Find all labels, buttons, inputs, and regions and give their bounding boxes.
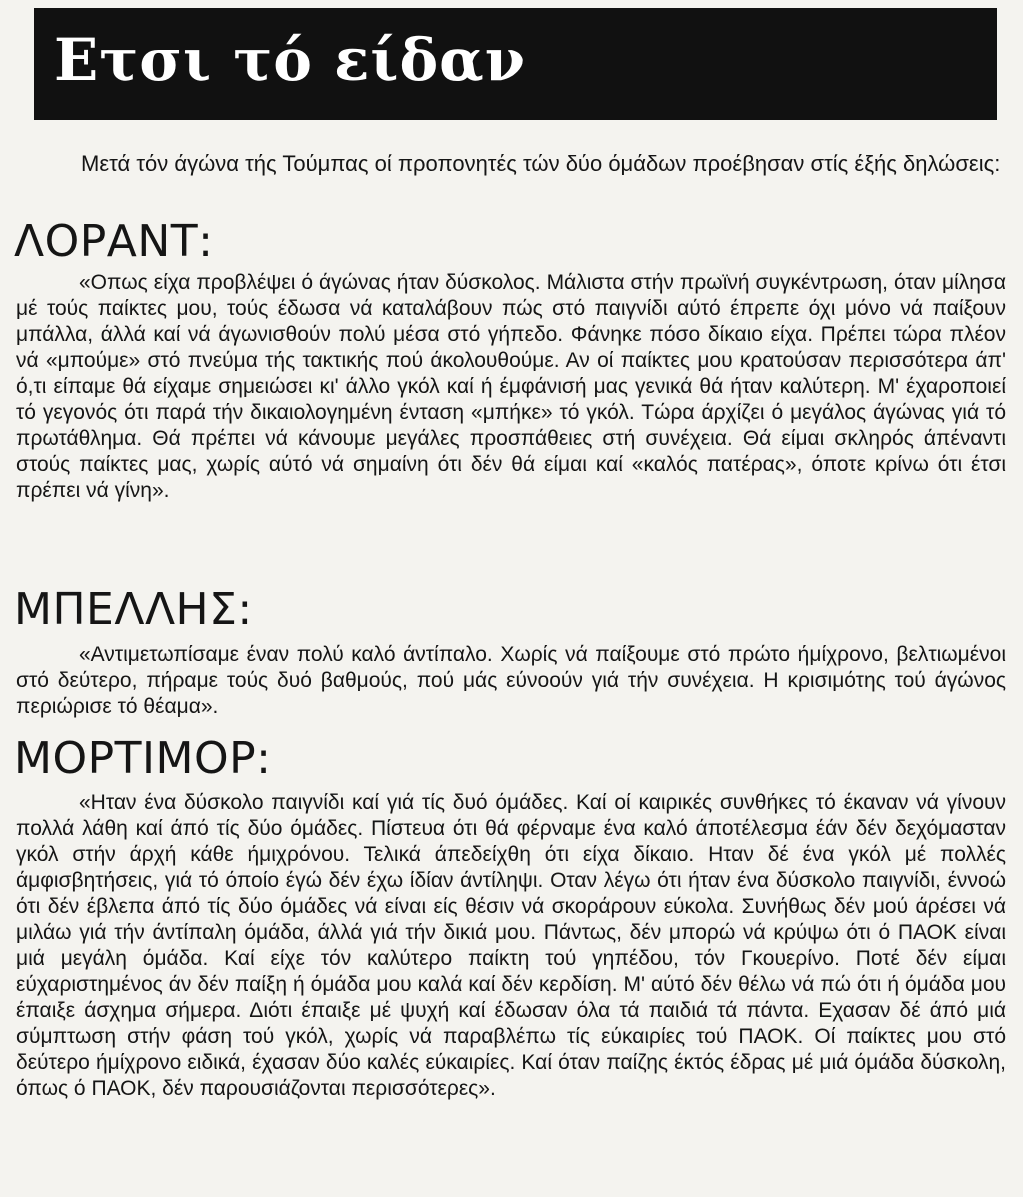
- quote-mpellis: «Αντιμετωπίσαμε έναν πολύ καλό άντίπαλο. Χωρίς νά παίξουμε στό πρώτο ήμίχρονο, βελτιωμένοι στό δεύτερο, πήραμε τούς δυό βαθμούς, πού μάς εύνοούν γιά τήν συνέχεια. Η κρισιμότης τού άγώνος περιώρισε τό θέαμα».: [16, 643, 1006, 718]
- speaker-heading-mpellis: ΜΠΕΛΛΗΣ:: [14, 584, 253, 635]
- speaker-heading-mortimor: ΜΟΡΤΙΜΟΡ:: [14, 733, 272, 784]
- quote-lorant: «Οπως είχα προβλέψει ό άγώνας ήταν δύσκολος. Μάλιστα στήν πρωϊνή συγκέντρωση, όταν μίλησα μέ τούς παίκτες μου, τούς έδωσα νά καταλάβουν πώς στό παιγνίδι αύτό έπρεπε όχι μόνο νά παίξουν μπάλλα, άλλά καί νά άγωνισθούν πολύ μέσα στό γήπεδο. Φάνηκε πόσο δίκαιο είχα. Πρέπει τώρα πλέον νά «μπούμε» στό πνεύμα τής τακτικής πού άκολουθούμε. Αν οί παίκτες μου κρατούσαν περισσότερα άπ' ό,τι είπαμε θά είχαμε σημειώσει κι' άλλο γκόλ καί ή έμφάνισή μας γενικά θά ήταν καλύτερη. Μ' έχαροποιεί τό γεγονός ότι παρά τήν δικαιολογημένη ένταση «μπήκε» τό γκόλ. Τώρα άρχίζει ό μεγάλος άγώνας γιά τό πρωτάθλημα. Θά πρέπει νά κάνουμε μεγάλες προσπάθειες στή συνέχεια. Θά είμαι σκληρός άπέναντι στούς παίκτες μας, χωρίς αύτό νά σημαίνη ότι δέν θά είμαι καί «καλός πατέρας», όποτε κρίνω ότι έτσι πρέπει νά γίνη».: [16, 271, 1006, 502]
- page-title: Ετσι τό είδαν: [54, 26, 527, 94]
- intro-paragraph: Μετά τόν άγώνα τής Τούμπας οί προπονητές τών δύο όμάδων προέβησαν στίς έξής δηλώσεις:: [81, 151, 1001, 176]
- quote-mortimor: «Ηταν ένα δύσκολο παιγνίδι καί γιά τίς δυό όμάδες. Καί οί καιρικές συνθήκες τό έκαναν νά γίνουν πολλά λάθη καί άπό τίς δύο όμάδες. Πίστευα ότι θά φέρναμε ένα καλό άποτέλεσμα έάν δέν δεχόμασταν γκόλ στήν άρχή κάθε ήμιχρόνου. Τελικά άπεδείχθη ότι είχα δίκαιο. Ηταν δέ ένα γκόλ μέ πολλές άμφισβητήσεις, γιά τό όποίο έγώ δέν έχω ίδίαν άντίληψι. Οταν λέγω ότι ήταν ένα δύσκολο παιγνίδι, έννοώ ότι δέν έβλεπα άπό τίς δύο όμάδες νά είναι είς θέσιν νά σκοράρουν εύκολα. Συνήθως δέν μού άρέσει νά μιλάω γιά τήν άντίπαλη όμάδα, άλλά γιά τήν δικιά μου. Πάντως, δέν μπορώ νά κρύψω ότι ό ΠΑΟΚ είναι μιά μεγάλη όμάδα. Καί είχε τόν καλύτερο παίκτη τού γηπέδου, τόν Γκουερίνο. Ποτέ δέν είμαι εύχαριστημένος άν δέν παίξη ή όμάδα μου καλά καί δέν κερδίση. Μ' αύτό δέν θέλω νά πώ ότι ή όμάδα μου έπαιξε άσχημα σήμερα. Διότι έπαιξε μέ ψυχή καί έδωσαν όλα τά παιδιά τά πάντα. Εχασαν δέ άπό μιά σύμπτωση στήν φάση τού γκόλ, χωρίς νά παραβλέπω τίς εύκαιρίες τού ΠΑΟΚ. Οί παίκτες μου στό δεύτερο ήμίχρονο ειδικά, έχασαν δύο καλές εύκαιρίες. Καί όταν παίζης έκτός έδρας μέ μιά όμάδα δύσκολη, όπως ό ΠΑΟΚ, δέν παρουσιάζονται περισσότερες».: [16, 791, 1006, 1100]
- speaker-heading-lorant: ΛΟΡΑΝΤ:: [14, 216, 214, 267]
- title-banner: [34, 8, 997, 120]
